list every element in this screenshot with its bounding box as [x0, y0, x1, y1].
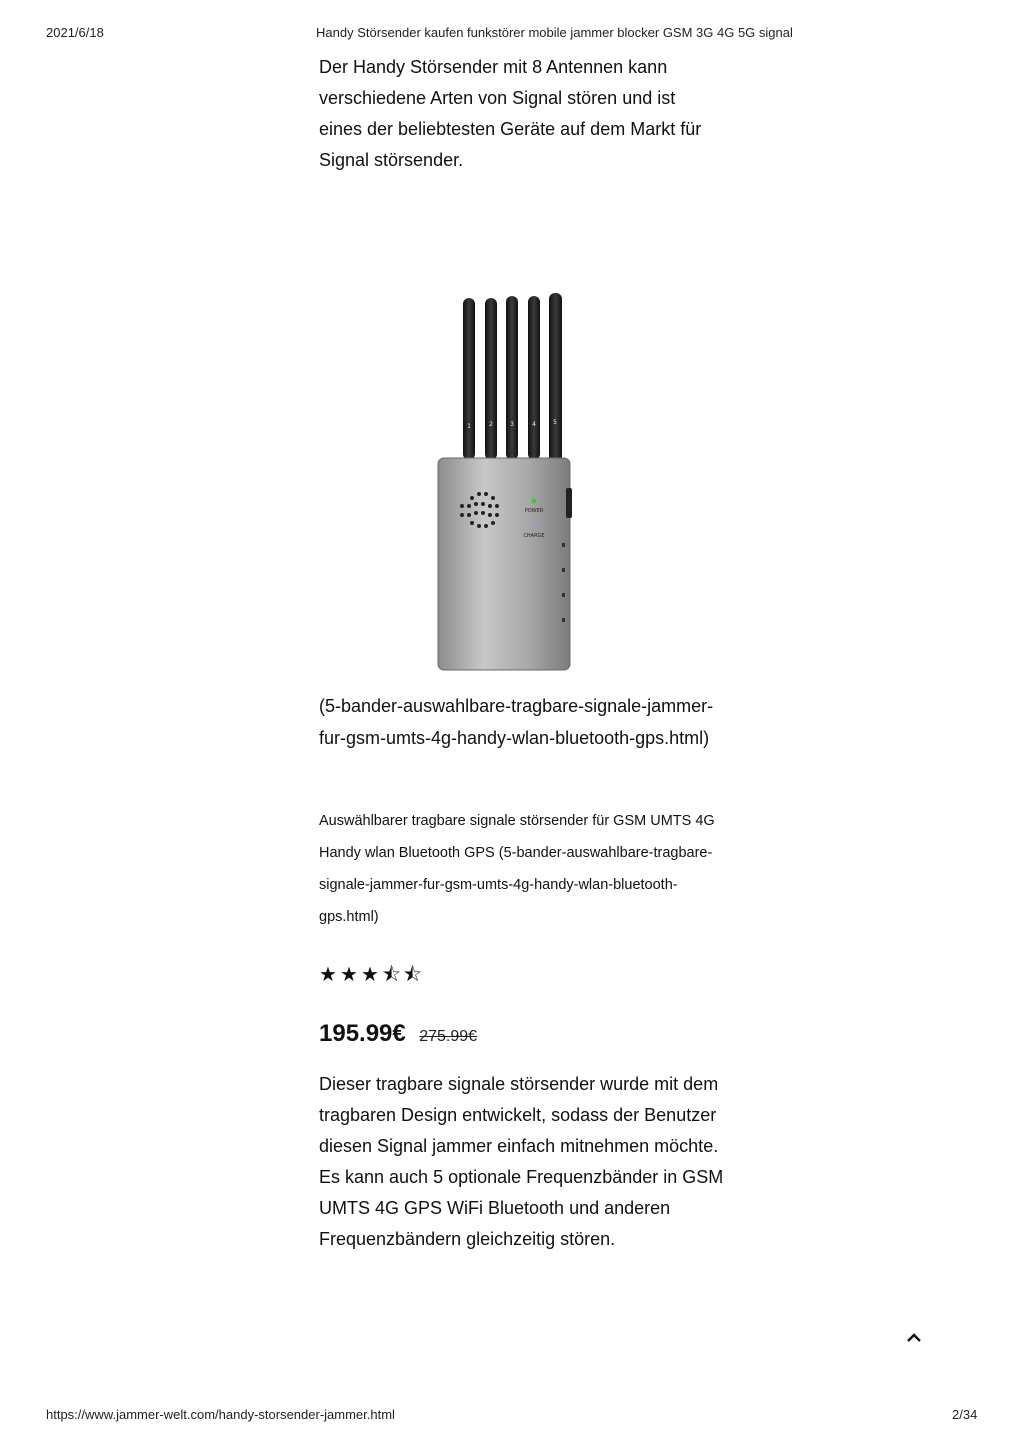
power-led-icon — [532, 499, 537, 504]
scroll-to-top-button[interactable] — [904, 1330, 924, 1346]
page-number: 2/34 — [952, 1407, 978, 1422]
product-description: Dieser tragbare signale störsender wurde mit dem tragbaren Design entwickelt, sodass der Benutzer diesen Signal jammer einfach mitnehmen möchte. Es kann auch 5 optionale Frequenzbänder in GSM UMTS 4G GPS WiFi Bluetooth und anderen Frequenzbändern gleichzeitig stören. — [319, 1074, 724, 1249]
antenna-label: 1 — [467, 423, 471, 430]
device-body — [438, 458, 570, 670]
print-page-title: Handy Störsender kaufen funkstörer mobile jammer blocker GSM 3G 4G 5G signal — [316, 25, 793, 40]
charge-label: CHARGE — [523, 533, 545, 539]
antenna-label: 4 — [532, 421, 536, 428]
antenna-label: 2 — [489, 421, 493, 428]
power-label: POWER — [524, 508, 544, 514]
old-price: 275.99€ — [419, 1028, 478, 1045]
side-switch — [566, 488, 572, 518]
half-star-icon: ⯪ — [382, 964, 402, 986]
product-name[interactable]: Auswählbarer tragbare signale störsender für GSM UMTS 4G Handy wlan Bluetooth GPS (5-bander-auswahlbare-tragbare-signale-jammer-fur-gsm-umts-4g-handy-wlan-bluetooth-gps.html) — [319, 813, 715, 925]
half-star-icon: ⯪ — [403, 964, 423, 986]
star-icon: ★ — [319, 964, 338, 986]
current-price: 195.99€ — [319, 1020, 406, 1047]
antenna-label: 5 — [553, 419, 557, 426]
charge-led-icon — [532, 523, 536, 527]
product-image[interactable] — [400, 278, 620, 678]
chevron-up-icon — [904, 1330, 924, 1346]
print-date: 2021/6/18 — [46, 25, 104, 40]
price-block — [319, 1020, 719, 1048]
antennas — [463, 293, 562, 463]
star-rating — [319, 960, 719, 994]
star-icon: ★ — [361, 964, 380, 986]
intro-paragraph: Der Handy Störsender mit 8 Antennen kann verschiedene Arten von Signal stören und ist eines der beliebtesten Geräte auf dem Markt für Signal störsender. — [319, 57, 702, 170]
antenna-label: 3 — [510, 421, 514, 428]
product-link-caption[interactable]: (5-bander-auswahlbare-tragbare-signale-jammer-fur-gsm-umts-4g-handy-wlan-bluetooth-gps.html) — [319, 696, 714, 748]
star-icon: ★ — [340, 964, 359, 986]
print-url: https://www.jammer-welt.com/handy-storsender-jammer.html — [46, 1407, 395, 1422]
